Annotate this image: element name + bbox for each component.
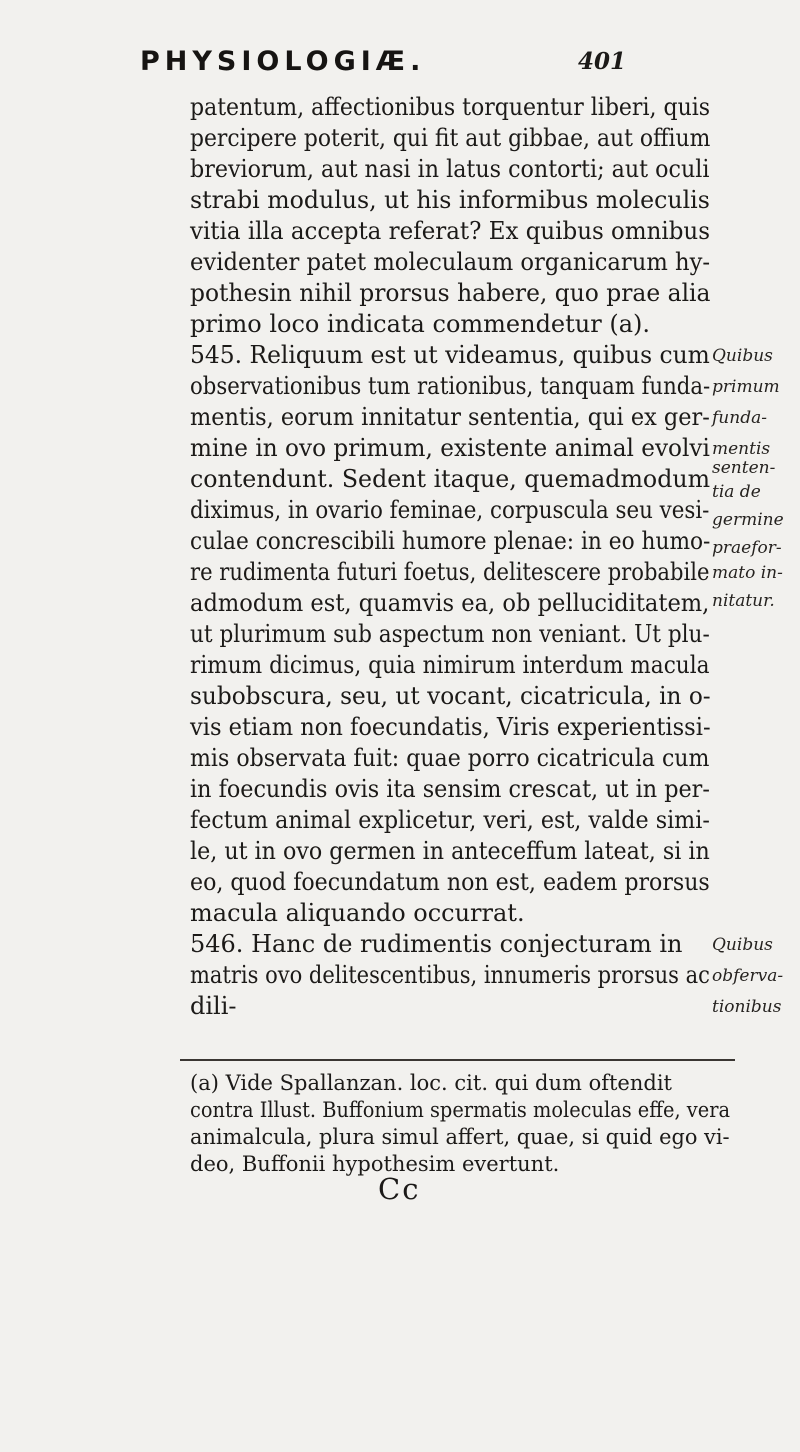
margin-note: mato in-: [712, 563, 783, 583]
margin-note: mentis: [712, 439, 771, 459]
text-line: rimum dicimus, quia nimirum interdum macula: [190, 651, 710, 679]
text-line: 545. Reliquum est ut videamus, quibus cum: [190, 341, 710, 369]
text-line: diximus, in ovario feminae, corpuscula seu vesi-: [190, 496, 710, 524]
footnote: [190, 1070, 730, 1178]
text-line: vitia illa accepta referat? Ex quibus omnibus: [190, 217, 710, 245]
footnote-rule: [180, 1059, 735, 1061]
text-line: strabi modulus, ut his informibus moleculis: [190, 186, 710, 214]
footnote-line: animalcula, plura simul affert, quae, si quid ego vi-: [190, 1125, 730, 1149]
margin-note: primum: [712, 377, 780, 397]
margin-note: obferva-: [712, 966, 784, 986]
footnote-line: contra Illust. Buffonium spermatis moleculas effe, vera: [190, 1098, 731, 1122]
margin-note: Quibus: [712, 935, 773, 955]
text-line: mine in ovo primum, existente animal evolvi: [190, 434, 710, 462]
margin-note: praefor-: [712, 538, 782, 559]
text-line: evidenter patet moleculaum organicarum hy-: [190, 248, 711, 276]
text-line: observationibus tum rationibus, tanquam funda-: [190, 372, 711, 400]
text-line: 546. Hanc de rudimentis conjecturam in: [190, 930, 683, 958]
text-line: contendunt. Sedent itaque, quemadmodum: [190, 465, 711, 493]
text-line: macula aliquando occurrat.: [190, 899, 525, 927]
text-line: matris ovo delitescentibus, innumeris prorsus ac: [190, 961, 710, 989]
margin-note: tia de: [712, 482, 761, 503]
margin-note: nitatur.: [712, 590, 775, 611]
signature-mark: Cc: [378, 1172, 421, 1206]
body-text: [190, 92, 710, 1022]
footnote-line: deo, Buffonii hypothesim evertunt.: [190, 1152, 560, 1176]
page-number: 401: [578, 48, 627, 75]
text-line: re rudimenta futuri foetus, delitescere probabile: [190, 558, 710, 586]
text-line: mentis, eorum innitatur sententia, qui ex ger-: [190, 403, 710, 431]
margin-note: senten-: [712, 457, 776, 478]
text-line: primo loco indicata commendetur (a).: [190, 310, 650, 338]
text-line: mis observata fuit: quae porro cicatricula cum: [190, 744, 710, 772]
text-line: admodum est, quamvis ea, ob pelluciditatem,: [190, 589, 710, 617]
text-line: dili-: [190, 992, 237, 1020]
margin-note: germine: [712, 510, 784, 531]
running-head: [140, 46, 740, 86]
text-line: percipere poterit, qui fit aut gibbae, aut offium: [190, 124, 711, 152]
text-line: eo, quod foecundatum non est, eadem prorsus: [190, 868, 710, 896]
text-line: culae concrescibili humore plenae: in eo humo-: [190, 527, 711, 555]
text-line: ut plurimum sub aspectum non veniant. Ut plu-: [190, 620, 710, 648]
text-line: pothesin nihil prorsus habere, quo prae alia: [190, 279, 711, 307]
margin-note: Quibus: [712, 346, 773, 366]
text-line: patentum, affectionibus torquentur liberi, quis: [190, 93, 711, 121]
text-line: le, ut in ovo germen in anteceffum lateat, si in: [190, 837, 710, 865]
text-line: breviorum, aut nasi in latus contorti; aut oculi: [190, 155, 710, 183]
margin-note: tionibus: [712, 997, 782, 1017]
footnote-line: (a) Vide Spallanzan. loc. cit. qui dum oftendit: [190, 1071, 672, 1095]
text-line: in foecundis ovis ita sensim crescat, ut in per-: [190, 775, 710, 803]
margin-note: funda-: [712, 408, 767, 428]
text-line: fectum animal explicetur, veri, est, valde simi-: [190, 806, 710, 834]
text-line: vis etiam non foecundatis, Viris experientissi-: [190, 713, 711, 741]
text-line: subobscura, seu, ut vocant, cicatricula, in o-: [190, 682, 711, 710]
running-title: PHYSIOLOGIÆ.: [140, 46, 426, 77]
